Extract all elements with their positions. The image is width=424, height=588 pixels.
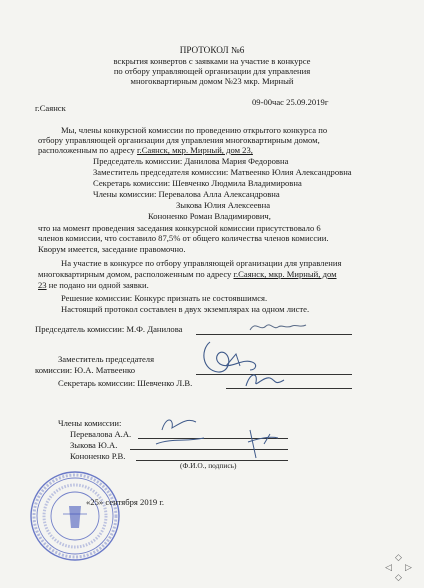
sign-chair-label: Председатель комиссии: М.Ф. Данилова [35,324,183,334]
city: г.Саянск [35,103,66,113]
secretary-signature [240,368,290,390]
scroll-up-icon[interactable]: ◇ [395,553,402,563]
sign-secretary-label: Секретарь комиссии: Шевченко Л.В. [58,378,193,388]
document-title: ПРОТОКОЛ №6 [179,45,245,55]
scroll-down-icon[interactable]: ◇ [395,573,402,583]
para2-house: 23 [38,280,47,290]
member-signatures [152,408,292,464]
para2-line-2: многоквартирным домом, расположенным по адресу г.Саянск, мкр. Мирный, дом [38,269,337,279]
fio-caption: (Ф.И.О., подпись) [180,461,237,470]
para1-line-3: расположенным по адресу г.Саянск, мкр. Мирный, дом 23, [38,145,253,155]
subtitle-line-2: по отбору управляющей организации для управления [113,66,311,76]
quorum-line-1: что на момент проведения заседания конкурсной комиссии присутствовало 6 [38,223,321,233]
para1-line-1: Мы, члены конкурсной комиссии по проведению открытого конкурса по [61,125,328,135]
sign-chair-line [196,334,352,335]
sign-deputy-label-2: комиссии: Ю.А. Матвеенко [35,365,136,375]
subtitle-line-3: многоквартирным домом №23 мкр. Мирный [130,76,294,86]
sign-deputy-label-1: Заместитель председателя [58,354,155,364]
members-label: Члены комиссии: [58,418,122,428]
time-date: 09-00час 25.09.2019г [252,97,329,107]
copies-note: Настоящий протокол составлен в двух экземплярах на одном листе. [61,304,310,314]
member-sign-1-label: Перевалова А.А. [70,429,132,439]
scroll-right-icon[interactable]: ▷ [405,563,412,573]
member-sign-2-label: Зыкова Ю.А. [70,440,118,450]
member-chair: Председатель комиссии: Данилова Мария Федоровна [93,156,289,166]
para2-address: г.Саянск, мкр. Мирный, дом [233,269,337,279]
footer-date: «25» сентября 2019 г. [86,497,165,507]
quorum-line-2: членов комиссии, что составило 87,5% от общего количества членов комиссии. [38,233,329,243]
member-3: Кононенко Роман Владимирович, [148,211,271,221]
member-deputy: Заместитель председателя комиссии: Матвеенко Юлия Александровна [93,167,352,177]
subtitle-line-1: вскрытия конвертов с заявками на участие в конкурсе [113,56,311,66]
member-2: Зыкова Юлия Алексеевна [176,200,271,210]
member-1: Члены комиссии: Перевалова Алла Александровна [93,189,280,199]
quorum-line-3: Кворум имеется, заседание правомочно. [38,244,186,254]
member-secretary: Секретарь комиссии: Шевченко Людмила Владимировна [93,178,302,188]
scroll-left-icon[interactable]: ◁ [385,563,392,573]
member-sign-3-label: Кононенко Р.В. [70,451,126,461]
para2-line-1: На участие в конкурсе по отбору управляющей организации для управления [61,258,342,268]
decision: Решение комиссии: Конкурс признать не состоявшимся. [61,293,268,303]
para1-line-2: отбору управляющей организации для управления многоквартирным домом, [38,135,320,145]
official-stamp [29,470,121,562]
para1-address: г.Саянск, мкр. Мирный, дом 23, [136,145,253,155]
chair-signature [248,318,308,334]
para2-line-3: 23 не подано ни одной заявки. [38,280,149,290]
